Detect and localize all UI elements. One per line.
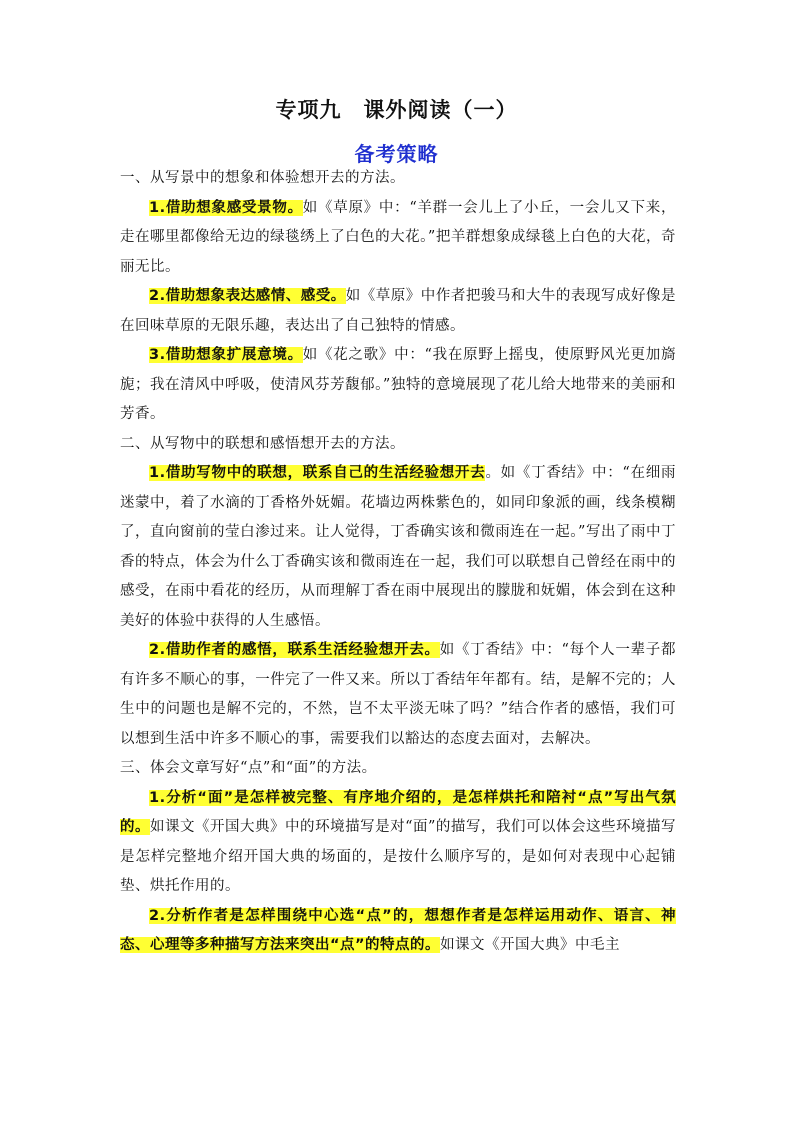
paragraph-text: 如《草原》中：“羊群一会儿上了小丘，一会儿又下来，走在哪里都像给无边的绿毯绣上了白色的大花。”把羊群想象成绿毯上白色的大花，奇丽无比。 — [120, 199, 676, 275]
page-title: 专项九 课外阅读（一） — [275, 98, 518, 122]
paragraph — [120, 194, 676, 283]
highlighted-key-point: 3.借助想象扩展意境。 — [149, 347, 303, 363]
paragraph-text: 如课文《开国大典》中毛主 — [440, 937, 621, 953]
section-heading: 一、从写景中的想象和体验想开去的方法。 — [120, 170, 405, 186]
paragraph-text: 如《花之歌》中：“我在原野上摇曳，使原野风光更加旖旎；我在清风中呼吸，使清风芬芳馥郁。”独特的意境展现了花儿给大地带来的美丽和芳香。 — [120, 347, 676, 422]
paragraph — [120, 341, 676, 430]
highlighted-key-point: 2.借助作者的感悟，联系生活经验想开去。 — [149, 642, 440, 658]
paragraph-text: 如《草原》中作者把骏马和大牛的表现写成好像是在回味草原的无限乐趣，表达出了自己独特的情感。 — [120, 288, 676, 334]
paragraph-text: 如《丁香结》中：“每个人一辈子都有许多不顺心的事，一件完了一件又来。所以丁香结年年都有。结，是解不完的；人生中的问题也是解不完的，不然，岂不太平淡无味了吗？”结合作者的感悟，我们可以想到生活中许多不顺心的事，需要我们以豁达的态度去面对，去解决。 — [120, 642, 676, 747]
document-body — [120, 164, 676, 961]
paragraph — [120, 902, 676, 961]
section-heading: 二、从写物中的联想和感悟想开去的方法。 — [120, 435, 405, 452]
page-subtitle: 备考策略 — [354, 142, 439, 166]
highlighted-key-point: 2.借助想象表达感情、感受。 — [149, 288, 346, 304]
paragraph — [120, 784, 676, 902]
paragraph-text: 如课文《开国大典》中的环境描写是对“面”的描写，我们可以体会这些环境描写是怎样完整地介绍开国大典的场面的，是按什么顺序写的，是如何对表现中心起铺垫、烘托作用的。 — [120, 819, 677, 894]
section-heading: 三、体会文章写好“点”和“面”的方法。 — [120, 760, 377, 776]
paragraph — [120, 636, 676, 754]
highlighted-key-point: 1.分析“面”是怎样被完整、有序地介绍的，是怎样烘托和陪衬“点”写出气氛的。 — [120, 789, 676, 835]
highlighted-key-point: 2.分析作者是怎样围绕中心选“点”的，想想作者是怎样运用动作、语言、神态、心理等多种描写方法来突出“点”的特点的。 — [120, 907, 676, 953]
highlighted-key-point: 1.借助写物中的联想，联系自己的生活经验想开去 — [149, 465, 486, 481]
paragraph — [120, 459, 676, 636]
highlighted-key-point: 1.借助想象感受景物。 — [149, 199, 303, 216]
paragraph-text: 。如《丁香结》中：“在细雨迷蒙中，着了水滴的丁香格外妩媚。花墙边两株紫色的，如同印象派的画，线条模糊了，直向窗前的莹白渗过来。让人觉得，丁香确实该和微雨连在一起。”写出了雨中丁香的特点，体会为什么丁香确实该和微雨连在一起，我们可以联想自己曾经在雨中的感受，在雨中看花的经历，从而理解丁香在雨中展现出的朦胧和妩媚，体会到在这种美好的体验中获得的人生感悟。 — [120, 465, 676, 629]
paragraph — [120, 282, 676, 341]
